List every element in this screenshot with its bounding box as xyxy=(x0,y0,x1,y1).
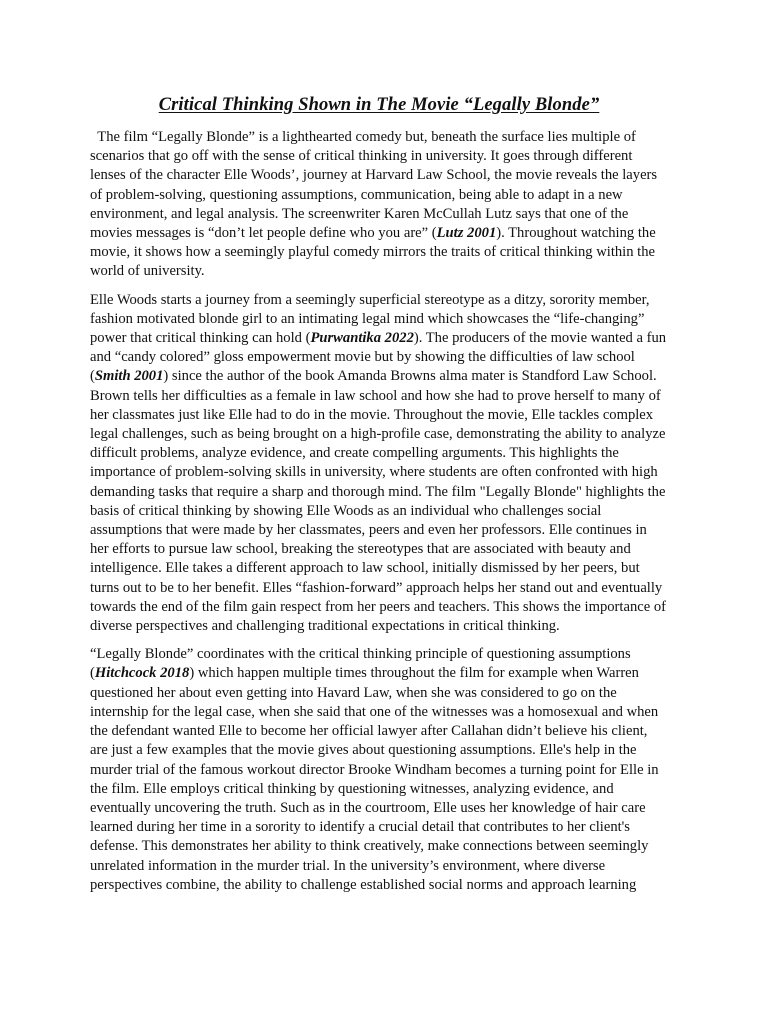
paragraph-text: Elle Woods starts a journey from a seemingly superficial stereotype as a ditzy, sorority member, fashion motivated blonde girl to an intimating legal mind which showcases the “life-changing” power that critical thinking can hold ( xyxy=(90,291,650,347)
paragraph-text: ). The producers of the movie wanted a fun and “candy colored” gloss empowerment movie but by showing the difficulties of law school ( xyxy=(90,330,667,385)
paragraph-text: ) which happen multiple times throughout the film for example when Warren questioned her about even getting into Havard Law, when she was considered to go on the internship for the legal case, when she said that one of the witnesses was a homosexual and when the defendant wanted Elle to become her official lawyer after Callahan didn’t believe his client, are just a few examples that the movie gives about questioning assumptions. Elle's help in the murder trial of the famous workout director Brooke Windham becomes a turning point for Elle in the film. Elle employs critical thinking by questioning witnesses, analyzing evidence, and eventually uncovering the truth. Such as in the courtroom, Elle uses her knowledge of hair care learned during her time in a sorority to identify a crucial detail that contributes to her client's defense. This demonstrates her ability to think creatively, make connections between seemingly unrelated information in the murder trial. In the university’s environment, where diverse perspectives combine, the ability to challenge established social norms and approach learning xyxy=(90,665,659,893)
paragraph-text: ) since the author of the book Amanda Browns alma mater is Standford Law School. Brown tells her difficulties as a female in law school and how she had to prove herself to many of her classmates just like Elle had to do in the movie. Throughout the movie, Elle tackles complex legal challenges, such as being brought on a high-profile case, demonstrating the ability to analyze difficult problems, analyze evidence, and create compelling arguments. This highlights the importance of problem-solving skills in university, where students are often confronted with high demanding tasks that require a sharp and thorough mind. The film "Legally Blonde" highlights the basis of critical thinking by showing Elle Woods as an individual who challenges social assumptions that were made by her classmates, peers and even her professors. Elle continues in her efforts to pursue law school, breaking the stereotypes that are associated with beauty and intelligence. Elle takes a different approach to law school, initially dismissed by her peers, but turns out to be to her benefit. Elles “fashion-forward” approach helps her stand out and eventually towards the end of the film gain respect from her peers and teachers. This shows the importance of diverse perspectives and challenging traditional expectations in critical thinking. xyxy=(90,368,666,635)
paragraph-text: ). Throughout watching the movie, it shows how a seemingly playful comedy mirrors the traits of critical thinking within the world of university. xyxy=(90,225,656,280)
citation: Smith 2001 xyxy=(94,368,164,385)
citation: Lutz 2001 xyxy=(436,225,497,242)
paragraph-text: The film “Legally Blonde” is a lighthearted comedy but, beneath the surface lies multiple of scenarios that go off with the sense of critical thinking in university. It goes through different lenses of the character Elle Woods’, journey at Harvard Law School, the movie reveals the layers of problem-solving, questioning assumptions, communication, being able to adapt in a new environment, and legal analysis. The screenwriter Karen McCullah Lutz says that one of the movies messages is “don’t let people define who you are” ( xyxy=(90,129,658,242)
document-title: Critical Thinking Shown in The Movie “Legally Blonde” xyxy=(158,95,600,115)
paragraph-3 xyxy=(90,645,668,895)
paragraph-text: “Legally Blonde” coordinates with the critical thinking principle of questioning assumptions ( xyxy=(90,646,631,682)
citation: Purwantika 2022 xyxy=(310,330,414,347)
paragraph-2 xyxy=(90,291,668,637)
citation: Hitchcock 2018 xyxy=(94,665,190,682)
paragraph-1 xyxy=(90,128,668,282)
